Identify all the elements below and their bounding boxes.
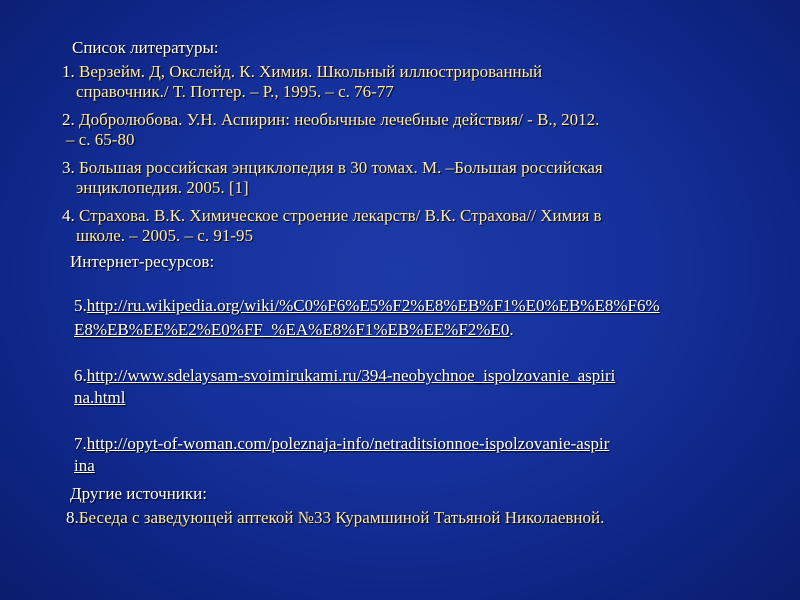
reference-text-cont: школе. – 2005. – с. 91-95	[76, 226, 253, 245]
reference-text-cont: – с. 65-80	[66, 130, 135, 149]
link-tail: .	[509, 320, 514, 339]
reference-number: 1.	[62, 62, 75, 81]
reference-number: 2.	[62, 110, 75, 129]
link-number: 5.	[74, 296, 87, 315]
reference-item	[62, 158, 603, 178]
reference-link-cont[interactable]: na.html	[74, 388, 126, 407]
other-source-text: Беседа с заведующей аптекой №33 Курамшиной Татьяной Николаевной.	[78, 508, 605, 527]
reference-number: 3.	[62, 158, 75, 177]
reference-item	[62, 62, 542, 82]
section-heading-internet: Интернет-ресурсов:	[70, 252, 215, 271]
reference-link[interactable]: http://ru.wikipedia.org/wiki/%C0%F6%E5%F2%E8%EB%F1%E0%EB%E8%F6%	[86, 296, 660, 315]
reference-number: 8.	[66, 508, 79, 527]
reference-text: Страхова. В.К. Химическое строение лекарств/ В.К. Страхова// Химия в	[79, 206, 602, 225]
reference-text: Большая российская энциклопедия в 30 томах. М. –Большая российская	[79, 158, 603, 177]
link-item-cont	[74, 456, 95, 476]
link-item-cont	[74, 320, 514, 340]
reference-number: 4.	[62, 206, 75, 225]
link-number: 6.	[74, 366, 87, 385]
reference-link[interactable]: http://www.sdelaysam-svoimirukami.ru/394-neobychnoe_ispolzovanie_aspiri	[86, 366, 616, 385]
page-title: Список литературы:	[72, 38, 219, 57]
reference-item	[62, 206, 602, 226]
link-item-cont	[74, 388, 125, 408]
link-item	[74, 296, 660, 316]
reference-link-cont[interactable]: E8%EB%EE%E2%E0%FF_%EA%E8%F1%EB%EE%F2%E0	[74, 320, 510, 339]
reference-item	[62, 110, 599, 130]
link-item	[74, 366, 615, 386]
reference-text-cont: справочник./ Т. Поттер. – Р., 1995. – с. 76-77	[76, 82, 394, 101]
reference-text: Добролюбова. У.Н. Аспирин: необычные лечебные действия/ - В., 2012.	[79, 110, 600, 129]
other-source-item	[66, 508, 604, 528]
section-heading-other: Другие источники:	[70, 484, 207, 503]
reference-link[interactable]: http://opyt-of-woman.com/poleznaja-info/netraditsionnoe-ispolzovanie-aspir	[86, 434, 610, 453]
reference-link-cont[interactable]: ina	[74, 456, 95, 475]
link-item	[74, 434, 609, 454]
link-number: 7.	[74, 434, 87, 453]
reference-text: Верзейм. Д, Окслейд. К. Химия. Школьный иллюстрированный	[79, 62, 543, 81]
reference-text-cont: энциклопедия. 2005. [1]	[76, 178, 249, 197]
